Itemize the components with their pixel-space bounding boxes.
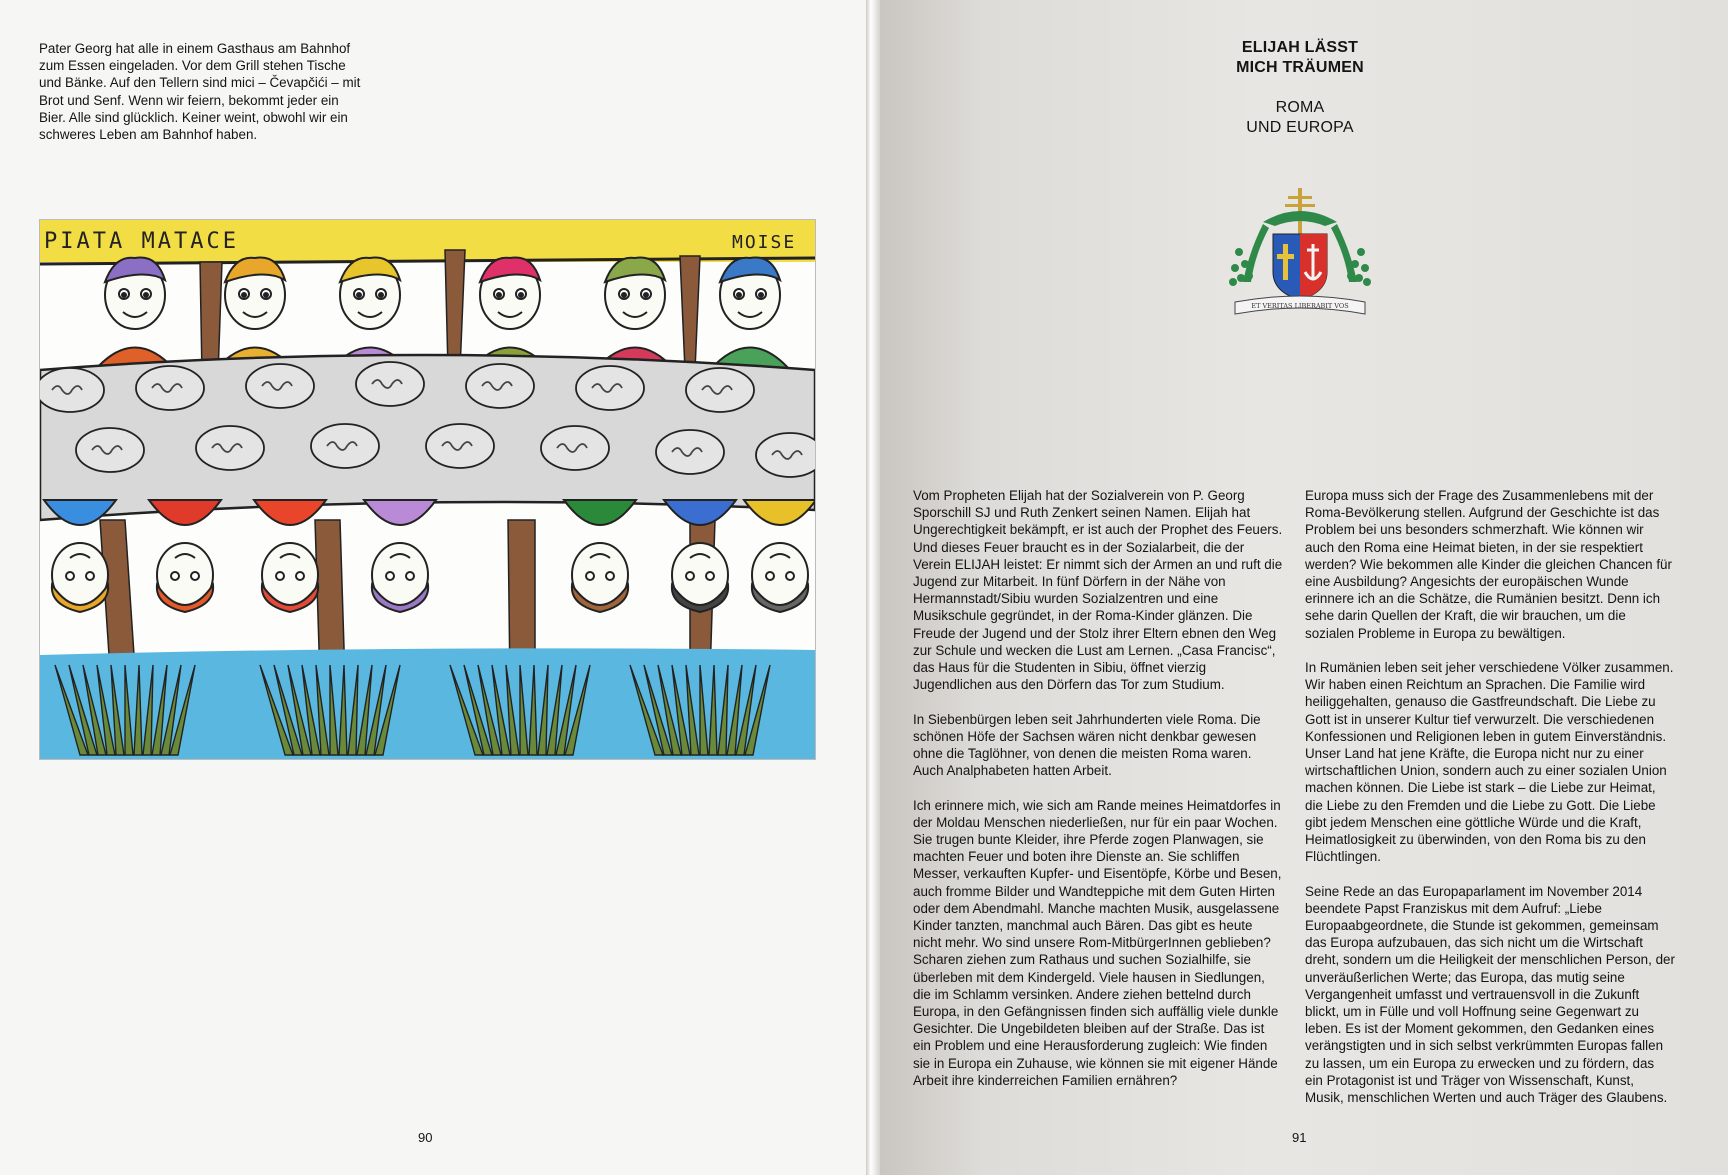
paragraph: Ich erinnere mich, wie sich am Rande meines Heimatdorfes in der Moldau Menschen niederließen, nur für ein paar Wochen. Sie trugen bunte Kleider, ihre Pferde zogen Planwagen, sie machten Feuer und boten ihre Dienste an. Sie schliffen Messer, verkauften Kupfer- und Eisentöpfe, Körbe und Besen, auch fromme Bilder und Wandteppiche mit dem Guten Hirten oder dem Abendmahl. Manche machten Musik, ausgelassene Kinder tanzten, manchmal auch Bären. Das gibt es heute nicht mehr. Wo sind unsere Rom-MitbürgerInnen geblieben? Scharen ziehen zum Rathaus und suchen Sozialhilfe, sie überleben mit dem Kindergeld. Viele hausen in Siedlungen, die im Schlamm versinken. Andere ziehen bettelnd durch Europa, in den Gefängnissen finden sich auffällig viele dunkle Gesichter. Die Ungebildeten bleiben auf der Straße. Das ist ein Problem und eine Herausforderung zugleich: Wie finden sie in Europa ein Zuhause, wie können sie mit eigener Hände Arbeit ihre kinderreichen Familien ernähren?	[913, 797, 1282, 1088]
drawing-title: PIATA MATACE	[44, 229, 239, 254]
archbishop-coat-of-arms	[1225, 182, 1375, 330]
plate	[136, 366, 204, 410]
child-drawing-feast	[39, 219, 816, 760]
plate	[246, 364, 314, 408]
bottom-person	[744, 500, 815, 612]
bottom-person	[364, 500, 436, 612]
paragraph: In Siebenbürgen leben seit Jahrhunderten viele Roma. Die schönen Höfe der Sachsen wären nicht denkbar gewesen ohne die Taglöhner, von denen die meisten Roma waren. Auch Analphabeten hatten Arbeit.	[913, 711, 1261, 779]
title-line-2: MICH TRÄUMEN	[1236, 59, 1364, 76]
shirt	[149, 500, 221, 525]
bottom-person	[149, 500, 221, 612]
subtitle-line-1: ROMA	[1275, 99, 1325, 116]
plate	[311, 424, 379, 468]
article-subtitle	[1140, 98, 1460, 138]
subtitle-line-2: UND EUROPA	[1246, 119, 1354, 136]
page-number-right: 91	[1292, 1130, 1307, 1145]
plate	[466, 364, 534, 408]
drawing-signature: MOISE	[732, 232, 797, 253]
title-line-1: ELIJAH LÄSST	[1241, 39, 1359, 56]
top-person	[95, 257, 175, 370]
text-column-1	[913, 487, 1283, 1106]
shirt	[744, 500, 815, 525]
text-column-2	[1305, 487, 1675, 1123]
plate	[686, 368, 754, 412]
drawing-illustration	[40, 220, 815, 759]
bottom-person	[564, 500, 636, 612]
crest-motto: ET VERITAS LIBERABIT VOS	[1251, 302, 1349, 310]
top-person	[595, 257, 675, 370]
plate	[756, 433, 815, 477]
shirt	[664, 500, 736, 525]
plate	[356, 362, 424, 406]
plate	[576, 366, 644, 410]
shirt	[564, 500, 636, 525]
paragraph: Vom Propheten Elijah hat der Sozialverein von P. Georg Sporschill SJ und Ruth Zenkert seinen Namen. Elijah hat Ungerechtigkeit bekämpft, er ist auch der Prophet des Feuers. Und dieses Feuer braucht es in der Sozialarbeit, die der Verein ELIJAH leistet: Er nimmt sich der Armen an und ruft die Jugend zur Mitarbeit. In fünf Dörfern in der Nähe von Hermannstadt/Sibiu wurden Sozialzentren und eine Musikschule gegründet, in der Roma-Kinder glänzen. Die Freude der Jugend und der Stolz ihrer Eltern ebnen den Weg zur Schule und wecken die Lust am Lernen. „Casa Francisc“, das Haus für die Studenten in Sibiu, öffnet vierzig Jugendlichen aus den Dörfern das Tor zum Studium.	[913, 488, 1283, 693]
plate	[196, 426, 264, 470]
shirt	[364, 500, 436, 525]
top-person	[330, 257, 410, 370]
drawing-caption: Pater Georg hat alle in einem Gasthaus am Bahnhof zum Essen eingeladen. Vor dem Grill stehen Tische und Bänke. Auf den Tellern sind mici – Čevapčići – mit Brot und Senf. Wenn wir feiern, bekommt jeder ein Bier. Alle sind glücklich. Keiner weint, obwohl wir ein schweres Leben am Bahnhof haben.	[39, 41, 361, 143]
article-title	[1140, 38, 1460, 78]
paragraph: Seine Rede an das Europaparlament im November 2014 beendete Papst Franziskus mit dem Aufruf: „Liebe Europaabgeordnete, die Stunde ist gekommen, gemeinsam das Europa aufzubauen, das sich nicht um die Wirtschaft dreht, sondern um die Heiligkeit der menschlichen Person, der unveräußerlichen Werte; das Europa, das mutig seine Vergangenheit umfasst und vertrauensvoll in die Zukunft blickt, um in Fülle und voll Hoffnung seine Gegenwart zu leben. Es ist der Moment gekommen, den Gedanken eines verängstigten und in sich selbst verkrümmten Europas fallen zu lassen, um ein Europa zu erwecken und zu fördern, das ein Protagonist ist und Träger von Wissenschaft, Kunst, Musik, menschlichen Werten und auch Träger des Glaubens.	[1305, 883, 1675, 1106]
plate	[541, 426, 609, 470]
paragraph: Europa muss sich der Frage des Zusammenlebens mit der Roma-Bevölkerung stellen. Aufgrund der Geschichte ist das Problem bei uns besonders schmerzhaft. Wie können wir auch den Roma eine Heimat bieten, in der sie respektiert werden? Wie bekommen alle Kinder die gleichen Chancen für eine Ausbildung? Angesichts der europäischen Wunde erinnere ich an die Schätze, die Rumänien besitzt. Denn ich sehe darin Quellen der Kraft, die wir brauchen, um die sozialen Probleme in Europa zu bewältigen.	[1305, 488, 1672, 641]
bottom-person	[664, 500, 736, 612]
right-page	[880, 0, 1728, 1175]
plate	[426, 424, 494, 468]
plate	[656, 430, 724, 474]
paragraph: In Rumänien leben seit jeher verschiedene Völker zusammen. Wir haben einen Reichtum an Sprachen. Die Familie wird heiliggehalten, genauso die Gastfreundschaft. Die Liebe zu Gott ist in unserer Kultur tief verwurzelt. Die verschiedenen Konfessionen und Religionen leben in gutem Einverständnis. Unser Land hat jene Kräfte, die Europa nicht nur zu einer wirtschaftlichen Union, sondern auch zu einer sozialen Union machen können. Die Liebe ist stark – die Liebe zur Heimat, die Liebe zu den Fremden und die Liebe zu Gott. Die Liebe gibt jedem Menschen eine göttliche Würde und die Kraft, Heimatlosigkeit zu überwinden, von den Roma bis zu den Flüchtlingen.	[1305, 660, 1674, 865]
plate	[76, 428, 144, 472]
top-person	[215, 257, 295, 370]
top-person	[710, 257, 790, 370]
book-gutter	[866, 0, 880, 1175]
bottom-row-people	[44, 500, 815, 612]
page-number-left: 90	[418, 1130, 433, 1145]
top-person	[470, 257, 550, 370]
bottom-person	[254, 500, 326, 612]
crest-icon	[1225, 182, 1375, 330]
